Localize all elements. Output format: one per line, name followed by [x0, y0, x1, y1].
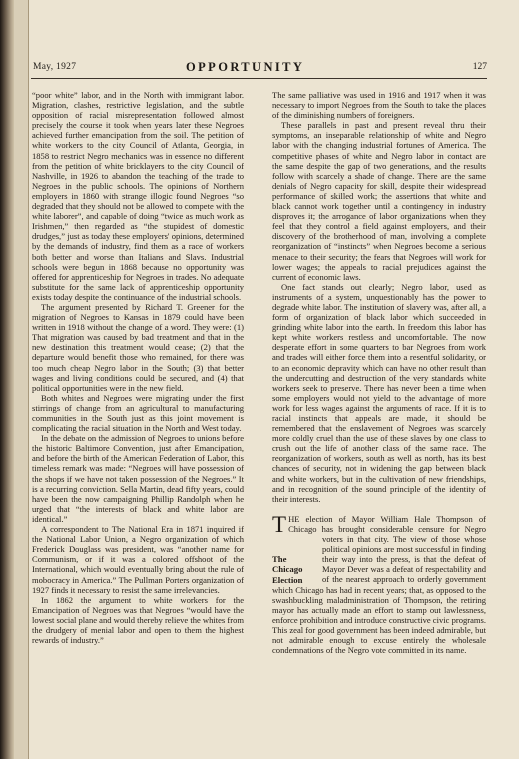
right-paragraph: One fact stands out clearly; Negro labor, used as instruments of a system, unquestionably has the power to degrade white labor. The institution of slavery was, after all, a form of organization of black labor which succeeded in grinding white labor into the earth. In freedom this labor has kept white workers restless and uncomfortable. The now desperate effort in some quarters to bar Negroes from work and trades will either force them into a resentful solidarity, or to an economic depravity which can have no other result than the undercutting and destruction of the very standards white workers seek to preserve. There has never been a time when some employers would not yield to the advantage of more work for less wages against the arguments of race. If it is to racial instincts that appeals are made, it should be remembered that the enslavement of Negroes was scarcely more coldly cruel than the use of these slaves by one class to crush out the life of another class of the same race. The reorganization of workers, south as well as north, has its best chances of security, not in widening the gap between black and white workers, but in the cultivation of new friendships, and in recognition of the sound principle of the identity of their interests.	[272, 281, 486, 504]
chicago-text: HE election of Mayor William Hale Thompson of Chicago has brought considerable censure for Negro voters in that city. The view of those whose political opinions are most successful in finding their way into the press, is that the defeat of Mayor Dever was a defeat of respectability and of the nearest approach to orderly government which Chicago has had in recent years; that, as opposed to the swashbuckling maladministration of Thompson, the retiring mayor has actually made an effort to stamp out lawlessness, enforce prohibition and introduce constructive civic programs. This zeal for good government has been indeed admirable, but not admirable enough to excuse entirely the wholesale condemnations of the Negro vote committed in its name.	[272, 513, 486, 656]
right-column	[272, 90, 486, 655]
chicago-election-section	[272, 511, 486, 656]
chicago-paragraph	[272, 511, 486, 656]
previous-page-edge	[14, 0, 29, 759]
sidehead-line: The	[272, 553, 287, 564]
left-paragraph: In the debate on the admission of Negroes to unions before the historic Baltimore Convention, just after Emancipation, and before the birth of the American Federation of Labor, this timeless remark was made: “Negroes will have possession of the shops if we have not taken possession of the Negroes.” It is a recurring conviction. Sella Martin, dead fifty years, could have been the now campaigning Phillip Randolph when he urged that “the interests of black and white labor are identical.”	[32, 433, 244, 524]
header-rule	[31, 78, 487, 79]
left-paragraph: The argument presented by Richard T. Greener for the migration of Negroes to Kansas in 1879 could have been written in 1918 without the change of a word. They were: (1) That migration was caused by bad treatment and that in the new destination this treatment would cease; (2) that the departure would benefit those who remained, for there was too much cheap Negro labor in the South; (3) that better wages and living conditions could be secured, and (4) that political opportunities were in the new field.	[32, 301, 244, 393]
left-paragraph: “poor white” labor, and in the North with immigrant labor. Migration, clashes, restrictive legislation, and the subtle opposition of racial misrepresentation followed almost precisely the course it took when years later these Negroes achieved further emancipation from the soil. The petition of white workers to the city Council of Atlanta, Georgia, in 1858 to restrict Negro mechanics was in essence no different from the petition of white bricklayers to the city Council of Nashville, in 1926 to abandon the teaching of the trade to Negroes in the public schools. The opinions of Northern employers in 1860 with strange illogic found Negroes “so degraded that they should not be allowed to compete with the white laborer”, and capable of doing “twice as much work as Irishmen,” then regarded as “the stupidest of domestic drudges,” just as today these employers' opinions, determined by the demands of industry, find them as a race of workers both better and worse than Italians and Slavs. Industrial schools were begun in 1868 because no opportunity was offered for apprenticeship for Negroes in trades. No adequate substitute for the same lack of apprenticeship opportunity exists today despite the continuance of the industrial schools.	[32, 90, 244, 302]
header-title: OPPORTUNITY	[186, 60, 305, 74]
sidehead-line: Chicago	[272, 564, 303, 575]
left-paragraph: A correspondent to The National Era in 1871 inquired if the National Labor Union, a Negro organization of which Frederick Douglass was president, was “another name for Communism, or if it was a colored offshoot of the International, which would eventually bring about the rule of mobocracy in America.” The Pullman Porters organization of 1927 finds it necessary to resist the same irrelevancies.	[32, 524, 244, 595]
drop-cap: T	[272, 511, 287, 537]
book-spine	[0, 0, 14, 759]
right-paragraph: The same palliative was used in 1916 and 1917 when it was necessary to import Negroes from the South to take the places of the diminishing numbers of foreigners.	[272, 90, 486, 121]
page	[29, 0, 519, 759]
left-paragraph: In 1862 the argument to white workers for the Emancipation of Negroes was that Negroes “would have the lowest social plane and would thereby relieve the whites from the drudgery of menial labor and open to them the highest rewards of industry.”	[32, 594, 244, 646]
left-column	[32, 90, 244, 645]
sidehead-spacer	[272, 544, 322, 584]
header-page-number: 127	[472, 62, 487, 72]
header-month: May, 1927	[33, 62, 77, 72]
left-paragraph: Both whites and Negroes were migrating under the first stirrings of change from an agricultural to manufacturing communities in the South just as this joint movement is complicating the racial situation in the North and West today.	[32, 392, 244, 434]
page-header	[31, 60, 487, 78]
sidehead-line: Election	[272, 574, 303, 585]
right-paragraph: These parallels in past and present reveal thru their symptoms, an inseparable relationship of white and Negro labor with the changing industrial fortunes of America. The competitive phases of white and Negro labor in contact are the same despite the gap of two generations, and the results follow with scarcely a shade of change. There are the same denials of Negro capacity for skill, despite their widespread performance of skilled work; the assertions that white and black cannot work together until a contingency in industry disproves it; the arrogance of labor organizations when they feel that they control a field against employers, and their discovery of the brotherhood of man, involving a complete reorganization of “instincts” when Negroes become a serious menace to their security; the fears that Negroes will work for lower wages; the appeals to racial prejudices against the current of economic laws.	[272, 120, 486, 282]
